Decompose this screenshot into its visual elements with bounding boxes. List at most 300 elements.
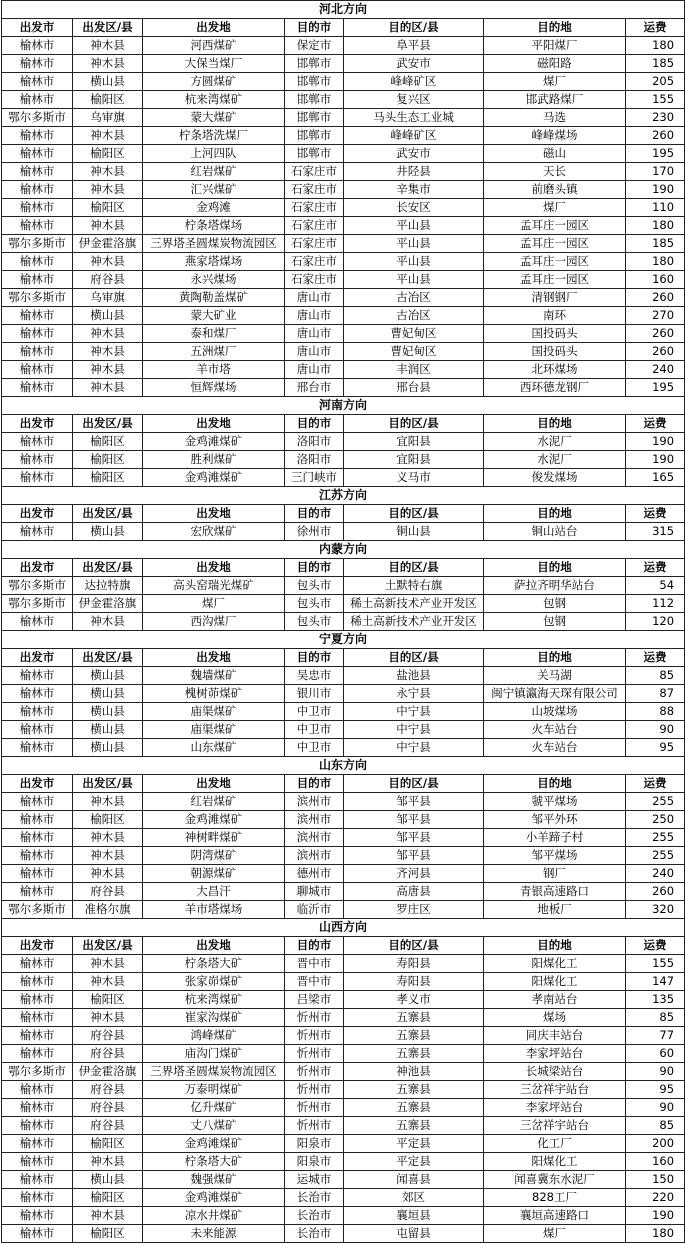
cell-dest-city: 吴忠市 (285, 667, 344, 685)
cell-dest-district: 长安区 (344, 199, 484, 217)
cell-origin-city: 榆林市 (2, 1009, 73, 1027)
cell-origin-place: 煤厂 (143, 595, 285, 613)
cell-origin-place: 西沟煤厂 (143, 613, 285, 631)
column-header-dest-place: 目的地 (484, 649, 626, 667)
cell-dest-city: 聊城市 (285, 883, 344, 901)
cell-origin-district: 神木县 (73, 379, 143, 397)
cell-origin-district: 榆阳区 (73, 451, 143, 469)
cell-dest-place: 俊发煤场 (484, 469, 626, 487)
column-header-origin-place: 出发地 (143, 559, 285, 577)
cell-origin-district: 榆阳区 (73, 199, 143, 217)
column-header-origin-district: 出发区/县 (73, 649, 143, 667)
section-title: 山西方向 (2, 919, 685, 937)
cell-dest-district: 邹平县 (344, 793, 484, 811)
column-header-row (2, 415, 685, 433)
cell-origin-district: 神木县 (73, 37, 143, 55)
cell-origin-district: 横山县 (73, 1171, 143, 1189)
cell-origin-district: 神木县 (73, 829, 143, 847)
cell-origin-place: 羊市塔煤场 (143, 901, 285, 919)
cell-origin-district: 神木县 (73, 1009, 143, 1027)
cell-origin-place: 柠条塔大矿 (143, 1153, 285, 1171)
cell-dest-district: 辛集市 (344, 181, 484, 199)
column-header-dest-city: 目的市 (285, 649, 344, 667)
cell-fee: 160 (626, 1153, 685, 1171)
cell-dest-district: 五寨县 (344, 1081, 484, 1099)
cell-dest-place: 同庆丰站台 (484, 1027, 626, 1045)
cell-fee: 260 (626, 289, 685, 307)
column-header-origin-district: 出发区/县 (73, 559, 143, 577)
column-header-origin-place: 出发地 (143, 505, 285, 523)
cell-origin-place: 山东煤矿 (143, 739, 285, 757)
cell-dest-city: 忻州市 (285, 1081, 344, 1099)
section-title-row (2, 541, 685, 559)
section-title: 内蒙方向 (2, 541, 685, 559)
cell-origin-city: 榆林市 (2, 955, 73, 973)
column-header-dest-place: 目的地 (484, 559, 626, 577)
cell-origin-city: 榆林市 (2, 1153, 73, 1171)
table-row (2, 325, 685, 343)
table-row (2, 1063, 685, 1081)
table-row (2, 685, 685, 703)
cell-origin-district: 府谷县 (73, 1027, 143, 1045)
cell-dest-city: 滨州市 (285, 829, 344, 847)
column-header-origin-district: 出发区/县 (73, 505, 143, 523)
cell-fee: 54 (626, 577, 685, 595)
cell-origin-place: 魏墙煤矿 (143, 667, 285, 685)
cell-dest-district: 中宁县 (344, 721, 484, 739)
cell-dest-place: 国投码头 (484, 343, 626, 361)
cell-dest-place: 孟耳庄一园区 (484, 253, 626, 271)
cell-dest-city: 邯郸市 (285, 91, 344, 109)
cell-dest-city: 临沂市 (285, 901, 344, 919)
table-row (2, 1009, 685, 1027)
column-header-dest-city: 目的市 (285, 775, 344, 793)
cell-dest-city: 保定市 (285, 37, 344, 55)
table-row (2, 253, 685, 271)
table-row (2, 883, 685, 901)
cell-fee: 220 (626, 1189, 685, 1207)
cell-origin-district: 神木县 (73, 865, 143, 883)
cell-fee: 230 (626, 109, 685, 127)
cell-origin-place: 黄陶勒盖煤矿 (143, 289, 285, 307)
cell-dest-city: 滨州市 (285, 811, 344, 829)
cell-fee: 205 (626, 73, 685, 91)
cell-dest-place: 国投码头 (484, 325, 626, 343)
table-row (2, 307, 685, 325)
cell-dest-place: 磁山 (484, 145, 626, 163)
column-header-row (2, 19, 685, 37)
cell-fee: 160 (626, 271, 685, 289)
cell-origin-city: 鄂尔多斯市 (2, 109, 73, 127)
table-row (2, 433, 685, 451)
table-row (2, 235, 685, 253)
cell-origin-district: 府谷县 (73, 1099, 143, 1117)
cell-dest-city: 忻州市 (285, 1117, 344, 1135)
cell-dest-district: 井陉县 (344, 163, 484, 181)
cell-dest-place: 钢厂 (484, 865, 626, 883)
cell-origin-place: 汇兴煤矿 (143, 181, 285, 199)
column-header-origin-place: 出发地 (143, 19, 285, 37)
table-row (2, 73, 685, 91)
cell-dest-place: 天长 (484, 163, 626, 181)
cell-dest-district: 阜平县 (344, 37, 484, 55)
column-header-origin-city: 出发市 (2, 937, 73, 955)
cell-origin-district: 神木县 (73, 343, 143, 361)
cell-origin-district: 神木县 (73, 793, 143, 811)
cell-dest-place: 萨拉齐明华站台 (484, 577, 626, 595)
column-header-dest-city: 目的市 (285, 559, 344, 577)
cell-fee: 260 (626, 343, 685, 361)
cell-fee: 77 (626, 1027, 685, 1045)
cell-dest-district: 邹平县 (344, 847, 484, 865)
cell-dest-city: 洛阳市 (285, 433, 344, 451)
cell-origin-district: 榆阳区 (73, 145, 143, 163)
section-title-row (2, 757, 685, 775)
cell-dest-place: 磁阳路 (484, 55, 626, 73)
cell-dest-city: 洛阳市 (285, 451, 344, 469)
cell-origin-district: 神木县 (73, 613, 143, 631)
cell-origin-district: 府谷县 (73, 1117, 143, 1135)
cell-origin-place: 红岩煤矿 (143, 163, 285, 181)
cell-dest-place: 阳煤化工 (484, 973, 626, 991)
cell-fee: 320 (626, 901, 685, 919)
cell-origin-district: 神木县 (73, 973, 143, 991)
table-row (2, 1225, 685, 1243)
cell-dest-city: 徐州市 (285, 523, 344, 541)
cell-origin-city: 榆林市 (2, 1135, 73, 1153)
table-row (2, 127, 685, 145)
cell-origin-district: 榆阳区 (73, 433, 143, 451)
cell-origin-city: 榆林市 (2, 811, 73, 829)
cell-fee: 110 (626, 199, 685, 217)
cell-origin-city: 榆林市 (2, 55, 73, 73)
cell-fee: 255 (626, 847, 685, 865)
cell-origin-district: 神木县 (73, 253, 143, 271)
cell-dest-city: 忻州市 (285, 1027, 344, 1045)
cell-dest-place: 平阳煤厂 (484, 37, 626, 55)
cell-dest-district: 宜阳县 (344, 451, 484, 469)
table-row (2, 55, 685, 73)
cell-origin-district: 神木县 (73, 1153, 143, 1171)
cell-origin-city: 榆林市 (2, 1225, 73, 1243)
cell-dest-place: 煤厂 (484, 199, 626, 217)
cell-origin-city: 榆林市 (2, 739, 73, 757)
cell-dest-city: 中卫市 (285, 739, 344, 757)
table-row (2, 577, 685, 595)
cell-origin-city: 榆林市 (2, 1171, 73, 1189)
cell-origin-city: 榆林市 (2, 1189, 73, 1207)
table-row (2, 1099, 685, 1117)
cell-origin-district: 神木县 (73, 847, 143, 865)
column-header-origin-place: 出发地 (143, 415, 285, 433)
section-title-row (2, 919, 685, 937)
cell-fee: 112 (626, 595, 685, 613)
table-row (2, 793, 685, 811)
cell-dest-city: 滨州市 (285, 847, 344, 865)
cell-fee: 200 (626, 1135, 685, 1153)
cell-origin-place: 庙沟门煤矿 (143, 1045, 285, 1063)
cell-origin-city: 榆林市 (2, 523, 73, 541)
cell-origin-city: 榆林市 (2, 847, 73, 865)
cell-dest-place: 煤厂 (484, 73, 626, 91)
cell-dest-district: 平山县 (344, 271, 484, 289)
cell-fee: 180 (626, 253, 685, 271)
cell-origin-place: 杭来湾煤矿 (143, 991, 285, 1009)
cell-dest-district: 永宁县 (344, 685, 484, 703)
cell-origin-city: 榆林市 (2, 343, 73, 361)
cell-origin-district: 横山县 (73, 307, 143, 325)
cell-origin-district: 横山县 (73, 721, 143, 739)
column-header-dest-district: 目的区/县 (344, 415, 484, 433)
cell-dest-place: 三岔祥宇站台 (484, 1081, 626, 1099)
cell-origin-city: 榆林市 (2, 307, 73, 325)
cell-origin-district: 伊金霍洛旗 (73, 1063, 143, 1081)
cell-dest-district: 义马市 (344, 469, 484, 487)
column-header-dest-district: 目的区/县 (344, 559, 484, 577)
cell-dest-district: 曹妃甸区 (344, 343, 484, 361)
table-row (2, 829, 685, 847)
cell-origin-city: 榆林市 (2, 217, 73, 235)
cell-origin-place: 庙渠煤矿 (143, 721, 285, 739)
cell-origin-place: 万泰明煤矿 (143, 1081, 285, 1099)
cell-origin-district: 达拉特旗 (73, 577, 143, 595)
cell-dest-place: 煤厂 (484, 1225, 626, 1243)
cell-origin-place: 凉水井煤矿 (143, 1207, 285, 1225)
table-row (2, 847, 685, 865)
cell-origin-district: 榆阳区 (73, 811, 143, 829)
cell-fee: 260 (626, 883, 685, 901)
cell-origin-city: 榆林市 (2, 271, 73, 289)
cell-dest-district: 土默特右旗 (344, 577, 484, 595)
column-header-dest-city: 目的市 (285, 505, 344, 523)
cell-dest-district: 齐河县 (344, 865, 484, 883)
cell-origin-city: 榆林市 (2, 1045, 73, 1063)
cell-fee: 155 (626, 91, 685, 109)
cell-dest-place: 孝南站台 (484, 991, 626, 1009)
cell-dest-place: 峰峰煤场 (484, 127, 626, 145)
cell-origin-district: 神木县 (73, 361, 143, 379)
table-row (2, 199, 685, 217)
column-header-origin-place: 出发地 (143, 649, 285, 667)
table-row (2, 181, 685, 199)
cell-dest-city: 唐山市 (285, 361, 344, 379)
cell-origin-city: 榆林市 (2, 433, 73, 451)
cell-origin-city: 鄂尔多斯市 (2, 235, 73, 253)
cell-fee: 195 (626, 145, 685, 163)
cell-dest-city: 滨州市 (285, 793, 344, 811)
cell-dest-district: 平山县 (344, 217, 484, 235)
cell-dest-city: 忻州市 (285, 1009, 344, 1027)
column-header-origin-district: 出发区/县 (73, 775, 143, 793)
cell-origin-place: 红岩煤矿 (143, 793, 285, 811)
cell-dest-district: 盐池县 (344, 667, 484, 685)
cell-origin-place: 庙渠煤矿 (143, 703, 285, 721)
column-header-origin-city: 出发市 (2, 19, 73, 37)
cell-origin-district: 榆阳区 (73, 1135, 143, 1153)
table-row (2, 217, 685, 235)
cell-dest-place: 小羊蹄子村 (484, 829, 626, 847)
cell-origin-place: 张家峁煤矿 (143, 973, 285, 991)
cell-origin-place: 朝源煤矿 (143, 865, 285, 883)
cell-origin-district: 神木县 (73, 1207, 143, 1225)
table-row (2, 343, 685, 361)
column-header-fee: 运费 (626, 415, 685, 433)
cell-origin-city: 榆林市 (2, 1099, 73, 1117)
cell-origin-city: 榆林市 (2, 865, 73, 883)
table-row (2, 955, 685, 973)
cell-origin-city: 榆林市 (2, 199, 73, 217)
cell-origin-city: 榆林市 (2, 37, 73, 55)
cell-dest-place: 邯武路煤厂 (484, 91, 626, 109)
cell-dest-district: 五寨县 (344, 1117, 484, 1135)
cell-dest-district: 五寨县 (344, 1045, 484, 1063)
cell-dest-district: 曹妃甸区 (344, 325, 484, 343)
column-header-dest-place: 目的地 (484, 19, 626, 37)
cell-dest-city: 长治市 (285, 1207, 344, 1225)
column-header-dest-city: 目的市 (285, 937, 344, 955)
cell-origin-city: 鄂尔多斯市 (2, 577, 73, 595)
cell-dest-place: 闽宁镇瀛海天琛有限公司 (484, 685, 626, 703)
cell-origin-city: 榆林市 (2, 1207, 73, 1225)
cell-dest-district: 平山县 (344, 253, 484, 271)
cell-fee: 155 (626, 955, 685, 973)
cell-fee: 180 (626, 1225, 685, 1243)
cell-dest-place: 化工厂 (484, 1135, 626, 1153)
cell-fee: 180 (626, 217, 685, 235)
cell-fee: 147 (626, 973, 685, 991)
cell-fee: 190 (626, 1207, 685, 1225)
column-header-origin-city: 出发市 (2, 559, 73, 577)
cell-origin-place: 魏强煤矿 (143, 1171, 285, 1189)
table-row (2, 271, 685, 289)
section-title-row (2, 397, 685, 415)
cell-dest-district: 邹平县 (344, 829, 484, 847)
cell-origin-district: 府谷县 (73, 883, 143, 901)
cell-origin-place: 神树畔煤矿 (143, 829, 285, 847)
cell-origin-district: 府谷县 (73, 271, 143, 289)
cell-fee: 185 (626, 235, 685, 253)
table-row (2, 595, 685, 613)
cell-dest-district: 武安市 (344, 55, 484, 73)
cell-dest-city: 忻州市 (285, 1063, 344, 1081)
cell-dest-place: 孟耳庄一园区 (484, 235, 626, 253)
table-row (2, 721, 685, 739)
cell-origin-city: 榆林市 (2, 91, 73, 109)
cell-dest-district: 稀土高新技术产业开发区 (344, 613, 484, 631)
cell-origin-place: 亿升煤矿 (143, 1099, 285, 1117)
cell-origin-district: 横山县 (73, 667, 143, 685)
cell-origin-place: 金鸡滩煤矿 (143, 811, 285, 829)
cell-dest-district: 罗庄区 (344, 901, 484, 919)
column-header-dest-district: 目的区/县 (344, 775, 484, 793)
column-header-origin-district: 出发区/县 (73, 937, 143, 955)
cell-origin-city: 榆林市 (2, 163, 73, 181)
cell-origin-city: 榆林市 (2, 793, 73, 811)
column-header-dest-place: 目的地 (484, 775, 626, 793)
cell-origin-place: 永兴煤场 (143, 271, 285, 289)
cell-fee: 195 (626, 379, 685, 397)
cell-dest-place: 长城梁站台 (484, 1063, 626, 1081)
table-row (2, 1153, 685, 1171)
cell-dest-district: 古冶区 (344, 307, 484, 325)
column-header-dest-place: 目的地 (484, 415, 626, 433)
cell-dest-city: 吕梁市 (285, 991, 344, 1009)
cell-fee: 60 (626, 1045, 685, 1063)
cell-origin-city: 榆林市 (2, 613, 73, 631)
cell-origin-city: 榆林市 (2, 253, 73, 271)
table-row (2, 1171, 685, 1189)
cell-dest-district: 邹平县 (344, 811, 484, 829)
cell-dest-place: 南环 (484, 307, 626, 325)
cell-dest-district: 屯留县 (344, 1225, 484, 1243)
cell-dest-district: 复兴区 (344, 91, 484, 109)
cell-origin-place: 槐树茆煤矿 (143, 685, 285, 703)
table-row (2, 109, 685, 127)
cell-dest-place: 孟耳庄一园区 (484, 271, 626, 289)
cell-dest-district: 高唐县 (344, 883, 484, 901)
column-header-row (2, 775, 685, 793)
cell-origin-place: 大昌汗 (143, 883, 285, 901)
cell-dest-district: 马头生态工业城 (344, 109, 484, 127)
cell-origin-place: 泰和煤厂 (143, 325, 285, 343)
cell-dest-district: 铜山县 (344, 523, 484, 541)
cell-origin-place: 杭来湾煤矿 (143, 91, 285, 109)
cell-dest-city: 石家庄市 (285, 199, 344, 217)
table-row (2, 1207, 685, 1225)
cell-origin-place: 五洲煤厂 (143, 343, 285, 361)
column-header-row (2, 559, 685, 577)
cell-dest-place: 阳煤化工 (484, 955, 626, 973)
cell-fee: 90 (626, 721, 685, 739)
cell-dest-city: 邢台市 (285, 379, 344, 397)
section-title-row (2, 631, 685, 649)
cell-origin-city: 榆林市 (2, 973, 73, 991)
cell-origin-place: 燕家塔煤场 (143, 253, 285, 271)
cell-origin-district: 府谷县 (73, 1081, 143, 1099)
cell-dest-place: 包钢 (484, 613, 626, 631)
table-row (2, 451, 685, 469)
cell-origin-place: 大保当煤厂 (143, 55, 285, 73)
cell-origin-city: 榆林市 (2, 991, 73, 1009)
cell-origin-district: 神木县 (73, 955, 143, 973)
cell-dest-place: 前磨头镇 (484, 181, 626, 199)
cell-dest-city: 唐山市 (285, 343, 344, 361)
section-title: 山东方向 (2, 757, 685, 775)
cell-dest-city: 忻州市 (285, 1045, 344, 1063)
cell-origin-city: 鄂尔多斯市 (2, 1063, 73, 1081)
cell-fee: 260 (626, 325, 685, 343)
cell-dest-place: 李家坪站台 (484, 1045, 626, 1063)
cell-dest-place: 阳煤化工 (484, 1153, 626, 1171)
cell-dest-place: 清钢钢厂 (484, 289, 626, 307)
cell-origin-city: 榆林市 (2, 325, 73, 343)
cell-dest-city: 邯郸市 (285, 109, 344, 127)
cell-fee: 255 (626, 829, 685, 847)
cell-origin-place: 金鸡滩煤矿 (143, 469, 285, 487)
cell-dest-city: 唐山市 (285, 325, 344, 343)
cell-dest-district: 寿阳县 (344, 955, 484, 973)
cell-origin-district: 乌审旗 (73, 289, 143, 307)
cell-origin-district: 横山县 (73, 523, 143, 541)
cell-origin-place: 金鸡滩煤矿 (143, 433, 285, 451)
column-header-origin-place: 出发地 (143, 937, 285, 955)
cell-fee: 180 (626, 37, 685, 55)
table-row (2, 739, 685, 757)
column-header-dest-city: 目的市 (285, 415, 344, 433)
cell-dest-city: 石家庄市 (285, 271, 344, 289)
table-row (2, 1045, 685, 1063)
cell-origin-place: 上河四队 (143, 145, 285, 163)
